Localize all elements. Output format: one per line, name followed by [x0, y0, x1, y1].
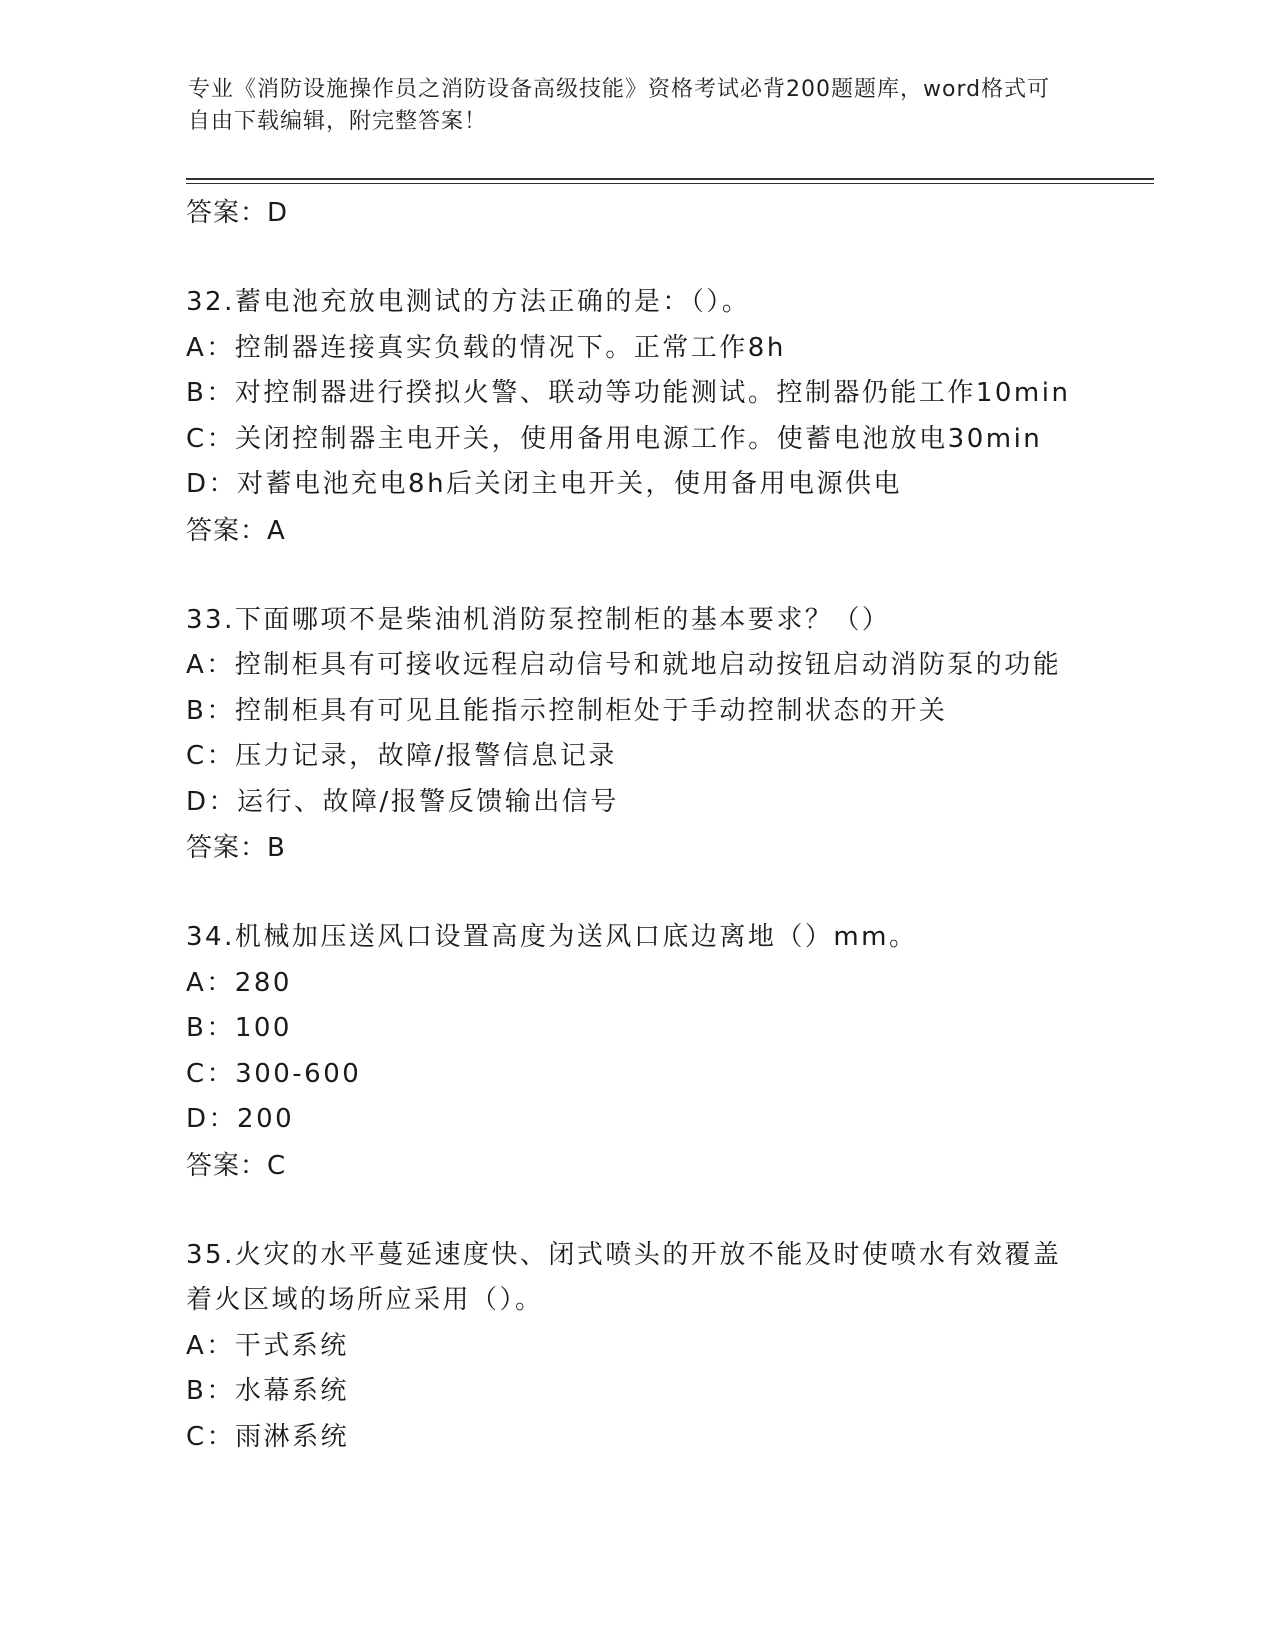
- option-b: B：100: [186, 1013, 292, 1043]
- option-c: C：压力记录，故障/报警信息记录: [186, 741, 617, 771]
- option-c: C：雨淋系统: [186, 1421, 350, 1452]
- option-c: C：300-600: [186, 1058, 362, 1089]
- option-d: D：200: [186, 1104, 295, 1134]
- previous-answer: 答案：D: [186, 198, 289, 228]
- question-list: [186, 190, 1086, 1460]
- option-a: A：控制柜具有可接收远程启动信号和就地启动按钮启动消防泵的功能: [186, 650, 1062, 680]
- option-b: B：对控制器进行揆拟火警、联动等功能测试。控制器仍能工作10min: [186, 378, 1071, 408]
- option-d: D：运行、故障/报警反馈输出信号: [186, 786, 619, 817]
- answer-line: 答案：A: [186, 515, 286, 546]
- question-stem: 33.下面哪项不是柴油机消防泵控制柜的基本要求？（）: [186, 604, 891, 635]
- answer-line: 答案：B: [186, 833, 286, 863]
- option-a: A：控制器连接真实负载的情况下。正常工作8h: [186, 332, 786, 363]
- option-a: A：干式系统: [186, 1330, 349, 1361]
- spacer: [186, 236, 1086, 280]
- header-divider-thick: [186, 178, 1154, 180]
- question-block-34: [186, 915, 1086, 1189]
- question-stem: 32.蓄电池充放电测试的方法正确的是：（）。: [186, 287, 751, 317]
- question-block-32: [186, 280, 1086, 554]
- answer-line: 答案：C: [186, 1150, 287, 1181]
- option-a: A：280: [186, 967, 292, 998]
- question-stem: 34.机械加压送风口设置高度为送风口底边离地（）mm。: [186, 922, 918, 952]
- question-stem: 35.火灾的水平蔓延速度快、闭式喷头的开放不能及时使喷水有效覆盖着火区域的场所应采用（）。: [186, 1239, 1062, 1315]
- spacer: [186, 871, 1086, 915]
- spacer: [186, 554, 1086, 598]
- option-b: B：控制柜具有可见且能指示控制柜处于手动控制状态的开关: [186, 695, 948, 726]
- document-header-intro: 专业《消防设施操作员之消防设备高级技能》资格考试必背200题题库，word格式可自由下载编辑，附完整答案！: [188, 77, 1051, 134]
- option-d: D：对蓄电池充电8h后关闭主电开关，使用备用电源供电: [186, 469, 903, 499]
- header-divider-thin: [186, 183, 1154, 184]
- spacer: [186, 1189, 1086, 1233]
- question-block-35: [186, 1233, 1086, 1461]
- option-c: C：关闭控制器主电开关，使用备用电源工作。使蓄电池放电30min: [186, 423, 1043, 454]
- question-block-33: [186, 598, 1086, 872]
- option-b: B：水幕系统: [186, 1376, 349, 1406]
